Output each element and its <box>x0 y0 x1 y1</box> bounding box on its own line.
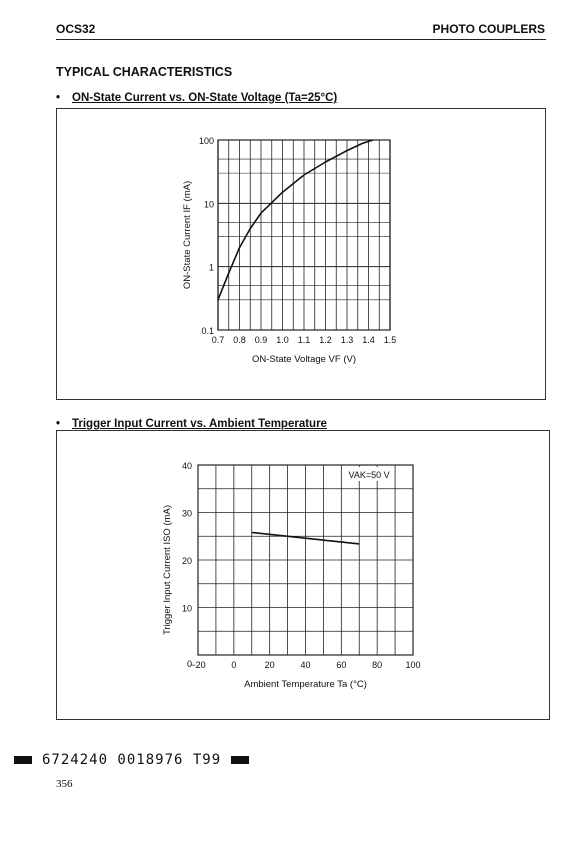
chart2-frame <box>56 430 550 720</box>
x-axis-label: Ambient Temperature Ta (°C) <box>244 679 367 690</box>
x-tick-label: 0.8 <box>233 335 246 345</box>
header-rule <box>56 39 546 40</box>
chart1-title: ON-State Current vs. ON-State Voltage (Ta=25°C) <box>72 92 338 104</box>
x-tick-label: 1.0 <box>276 335 289 345</box>
chart1-plot <box>57 109 545 399</box>
footer-barcode <box>14 752 249 768</box>
y-tick-label: 10 <box>203 199 214 210</box>
chart2-title: Trigger Input Current vs. Ambient Temperature <box>72 418 327 430</box>
black-mark <box>231 756 249 764</box>
x-tick-label: 0.9 <box>254 335 268 345</box>
page-number: 356 <box>56 778 73 790</box>
y-axis-label: ON-State Current IF (mA) <box>182 180 193 290</box>
x-tick-label: 60 <box>336 660 347 670</box>
chart1-frame <box>56 108 546 400</box>
black-mark <box>14 756 32 764</box>
x-tick-label: 1.3 <box>340 335 354 345</box>
x-tick-label: 40 <box>300 660 311 670</box>
annotation-label: VAK=50 V <box>348 470 390 480</box>
y-tick-label: 100 <box>198 136 214 146</box>
x-tick-label: 1.5 <box>383 335 397 345</box>
y-tick-label: 0.1 <box>201 326 214 336</box>
y-tick-label: 10 <box>181 603 192 614</box>
x-tick-label: 20 <box>264 660 275 670</box>
document-header-left: OCS32 <box>56 22 96 36</box>
chart2-heading <box>56 418 327 430</box>
section-title: TYPICAL CHARACTERISTICS <box>56 65 233 79</box>
y-tick-label: 30 <box>181 508 192 519</box>
bullet: • <box>56 418 61 430</box>
document-header-right: PHOTO COUPLERS <box>432 22 545 36</box>
x-tick-label: 0 <box>231 660 237 670</box>
x-tick-label: 0.7 <box>211 335 225 345</box>
y-axis-label: Trigger Input Current ISO (mA) <box>162 504 173 636</box>
chart2-plot <box>57 431 549 719</box>
x-tick-label: 80 <box>372 660 383 670</box>
x-tick-label: 100 <box>405 660 421 670</box>
footer-code-text: 6724240 0018976 T99 <box>42 752 222 768</box>
y-tick-label: 20 <box>181 556 192 566</box>
bullet: • <box>56 92 61 104</box>
x-tick-label: 1.1 <box>297 335 311 345</box>
y-tick-label: 40 <box>181 461 192 471</box>
y-tick-label: 0 <box>186 659 192 669</box>
chart1-heading <box>56 92 337 104</box>
y-tick-label: 1 <box>208 262 214 273</box>
x-axis-label: ON-State Voltage VF (V) <box>251 354 357 365</box>
x-tick-label: 1.2 <box>319 335 332 345</box>
series-line <box>218 140 373 300</box>
x-tick-label: −20 <box>190 660 206 670</box>
x-tick-label: 1.4 <box>362 335 375 345</box>
